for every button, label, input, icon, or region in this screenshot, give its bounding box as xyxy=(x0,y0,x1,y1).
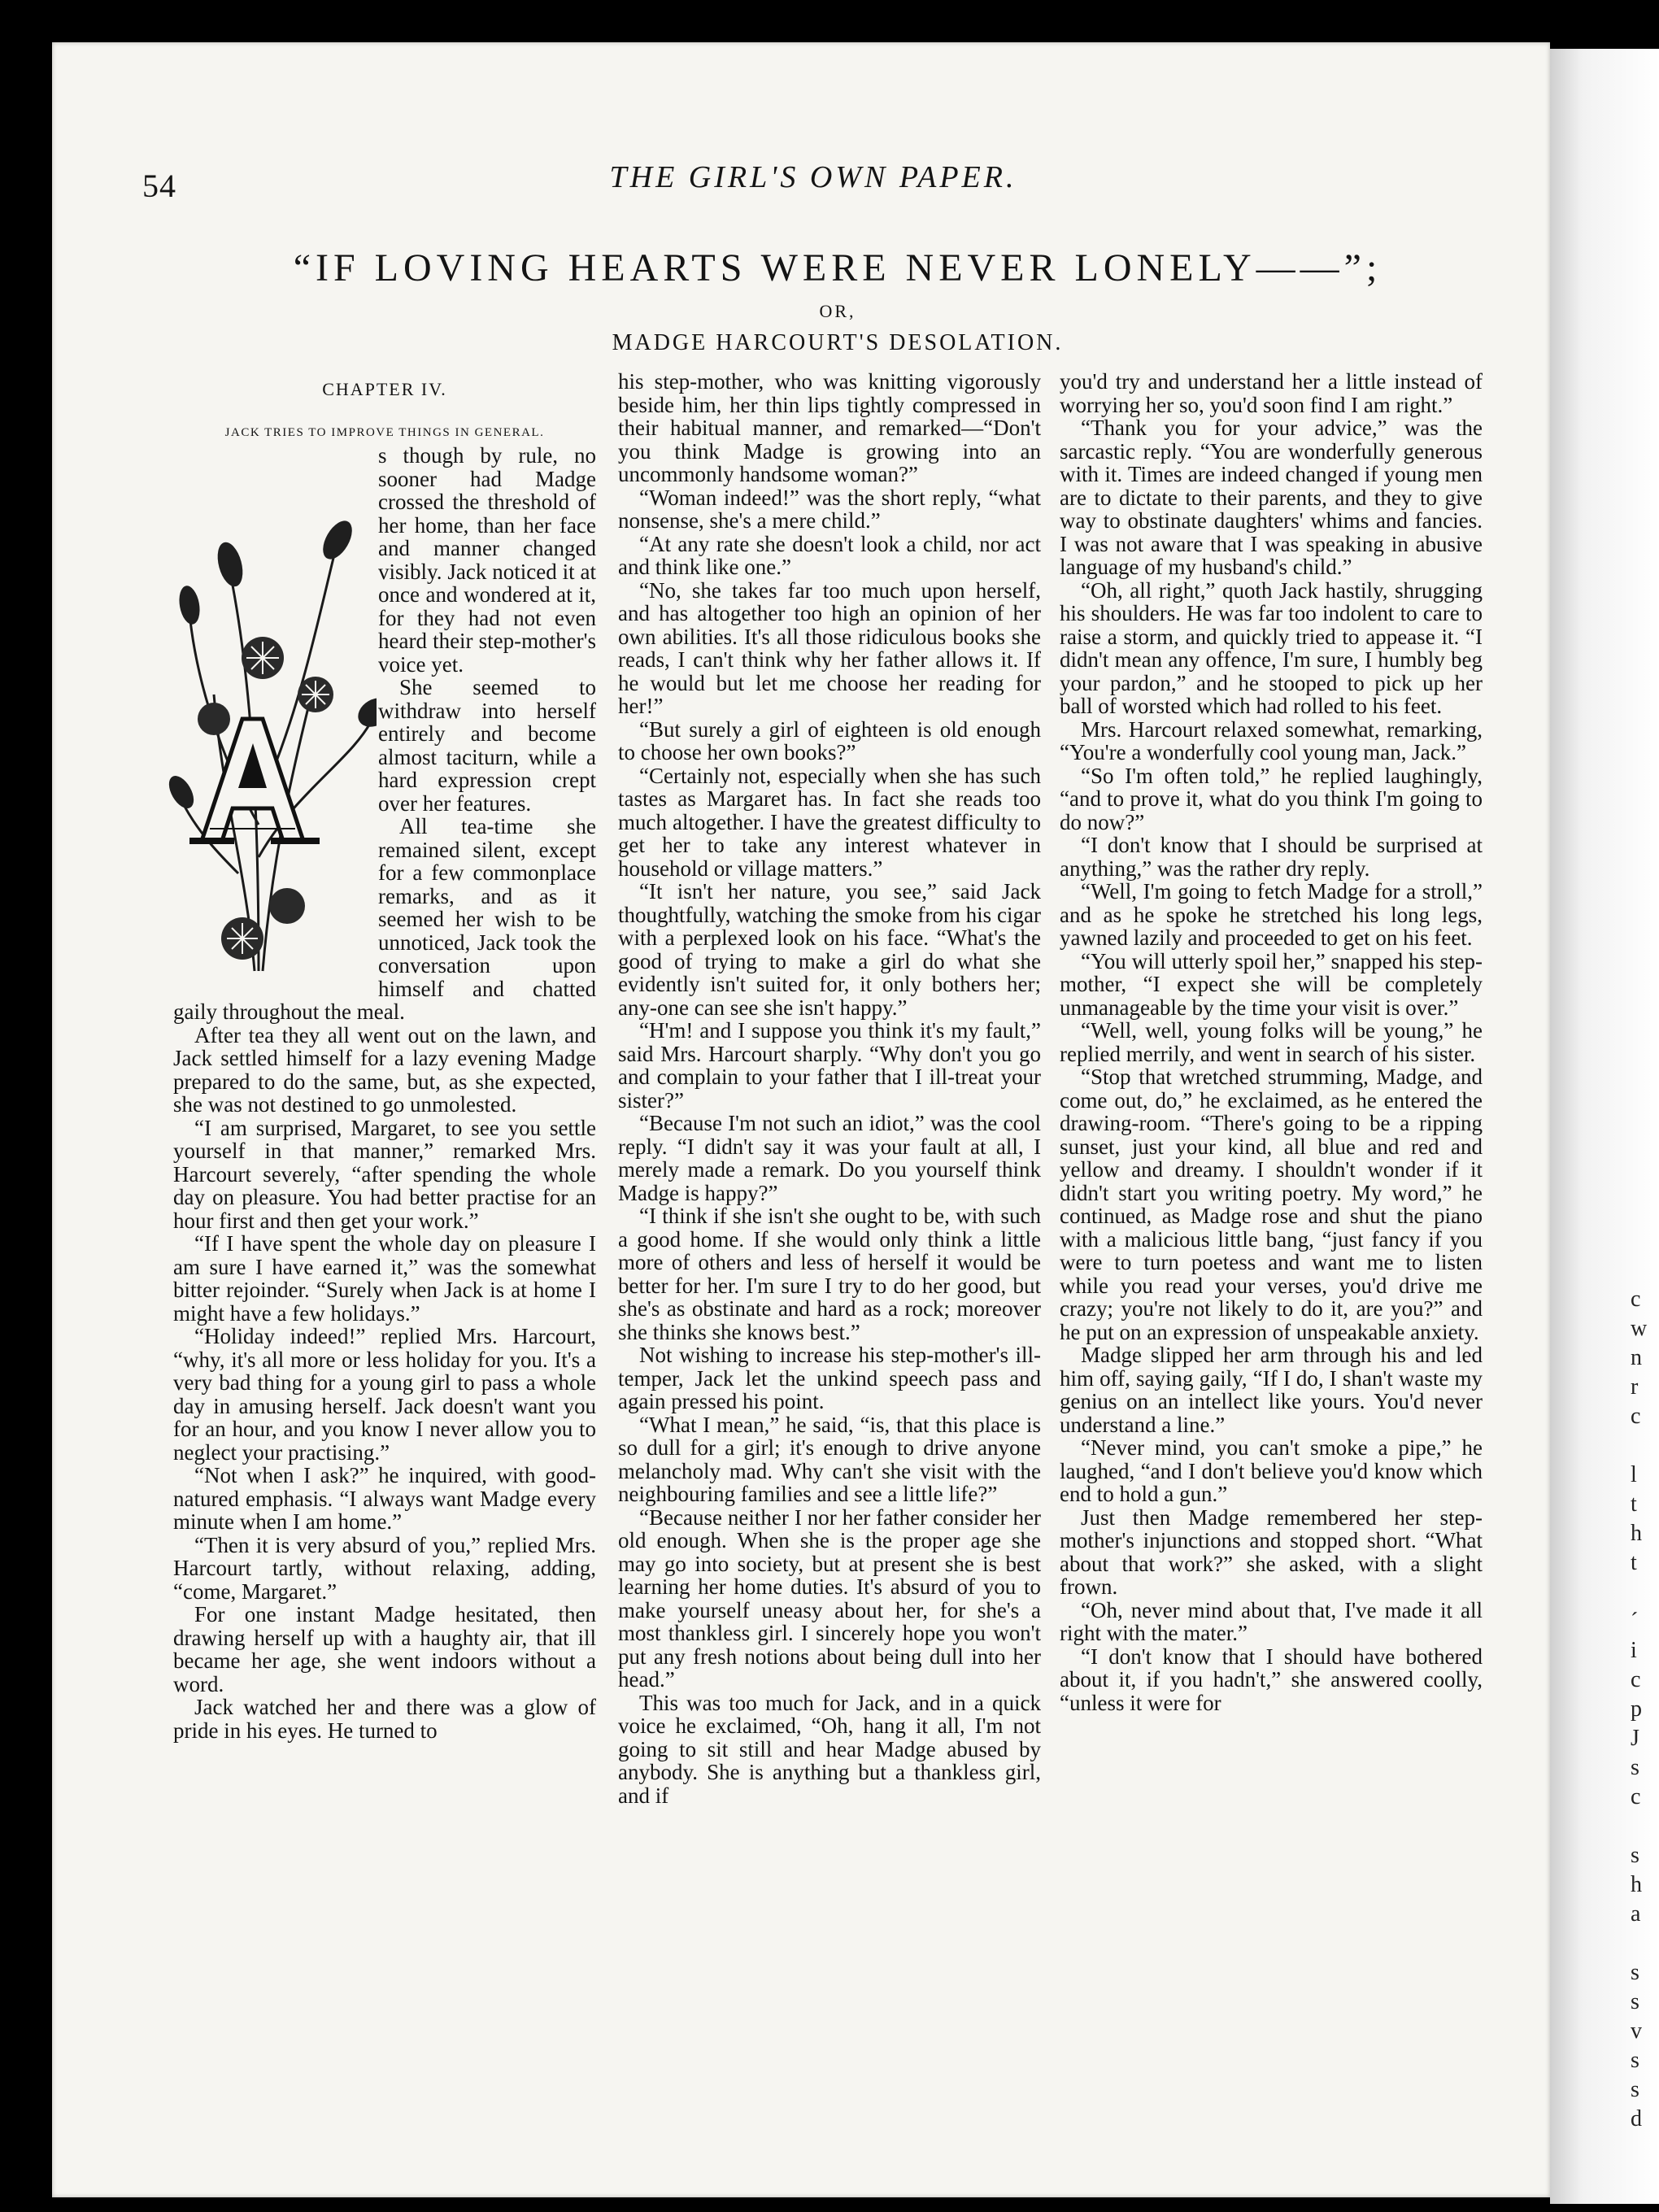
text-column-2 xyxy=(618,370,1041,1807)
paragraph: Not wishing to increase his step-mother's ill-temper, Jack let the unkind speech pass and again pressed his point. xyxy=(618,1343,1041,1413)
floral-initial-a-icon xyxy=(165,451,368,979)
next-page-edge-text: c w n r c l t h t ´ i c p J s c s h a s s v s s d xyxy=(1631,1287,1648,2131)
paragraph: “I don't know that I should have bothered about it, if you hadn't,” she answered coolly, “unless it were for xyxy=(1060,1644,1483,1715)
paragraph: “You will utterly spoil her,” snapped his step-mother, “I expect she will be completely unmanageable by the time your visit is over.” xyxy=(1060,948,1483,1020)
paragraph: “Well, I'm going to fetch Madge for a stroll,” and as he spoke he stretched his long legs, yawned lazily and proceeded to get on his feet. xyxy=(1060,879,1483,950)
paragraph: “I think if she isn't she ought to be, with such a good home. If she would only think a little more of others and less of herself it would be better for her. I'm sure I try to do her good, but she's as obstinate and hard as a rock; moreover she thinks she knows best.” xyxy=(618,1204,1041,1344)
story-title-block xyxy=(171,244,1504,356)
paragraph: “Woman indeed!” was the short reply, “what nonsense, she's a mere child.” xyxy=(618,485,1041,533)
title-or: OR, xyxy=(819,301,856,321)
paragraph: “Oh, all right,” quoth Jack hastily, shrugging his shoulders. He was far too indolent to care to raise a storm, and quickly tried to appease it. “I didn't mean any offence, I'm sure, I humbly beg your pardon,” and he stooped to pick up her ball of worsted which had rolled to his feet. xyxy=(1060,577,1483,718)
paragraph: “But surely a girl of eighteen is old enough to choose her own books?” xyxy=(618,716,1041,764)
paragraph: She seemed to withdraw into herself entirely and become almost taciturn, while a hard expression crept over her features. xyxy=(378,675,596,816)
paragraph: “Well, well, young folks will be young,” he replied merrily, and went in search of his sister. xyxy=(1060,1018,1483,1066)
paragraph: “Thank you for your advice,” was the sarcastic reply. “You are wonderfully generous with it. Times are indeed changed if young men are to dictate to their parents, and they to give way to obstinate daughters' whims and fancies. I was not aware that I was speaking in abusive language of my husband's child.” xyxy=(1060,416,1483,579)
paragraph: “Then it is very absurd of you,” replied Mrs. Harcourt tartly, without relaxing, adding, “come, Margaret.” xyxy=(173,1532,596,1604)
paragraph: “No, she takes far too much upon herself, and has altogether too high an opinion of her own abilities. It's all those ridiculous books she reads, I can't think why her father allows it. If he would but let me choose her reading for her!” xyxy=(618,577,1041,718)
paragraph: “Because neither I nor her father consider her old enough. When she is the proper age she may go into society, but at present she is best learning her home duties. It's absurd of you to make yourself uneasy about her, for she's a most thankless girl. I sincerely hope you won't put any fresh notions about being dull into her head.” xyxy=(618,1504,1041,1692)
paragraph: “Because I'm not such an idiot,” was the cool reply. “I didn't say it was your fault at all, I merely made a remark. Do you yourself think Madge is happy?” xyxy=(618,1111,1041,1205)
paragraph: “Never mind, you can't smoke a pipe,” he laughed, “and I don't believe you'd know which end to hold a gun.” xyxy=(1060,1435,1483,1506)
chapter-heading: CHAPTER IV. xyxy=(322,379,447,399)
text-column-3 xyxy=(1060,370,1483,1714)
paragraph: “Certainly not, especially when she has such tastes as Margaret has. In fact she reads too much altogether. I have the greatest difficulty to get her to take any interest whatever in household or village matters.” xyxy=(618,763,1041,881)
story-subtitle: MADGE HARCOURT'S DESOLATION. xyxy=(612,330,1064,355)
paragraph: “I am surprised, Margaret, to see you settle yourself in that manner,” remarked Mrs. Harcourt severely, “after spending the whole day on pleasure. You had better practise for an hour first and then get your work.” xyxy=(173,1115,596,1233)
paragraph: “Stop that wretched strumming, Madge, and come out, do,” he exclaimed, as he entered the drawing-room. “There's going to be a ripping sunset, just your kind, all blue and red and yellow and dreamy. I shouldn't wonder if it didn't start you writing poetry. My word,” he continued, as Madge rose and shut the piano with a malicious little bang, “just fancy if you were to turn poetess and want me to listen while you read your verses, you'd drive me crazy; you're not likely to do it, are you?” and he put on an expression of unspeakable anxiety. xyxy=(1060,1065,1483,1344)
paragraph: After tea they all went out on the lawn, and Jack settled himself for a lazy evening Madge prepared to do the same, but, as she expected, she was not destined to go unmolested. xyxy=(173,1022,596,1117)
paragraph: his step-mother, who was knitting vigorously beside him, her thin lips tightly compressed in their habitual manner, and remarked—“Don't you think Madge is growing into an uncommonly handsome woman?” xyxy=(618,369,1041,486)
paragraph: “At any rate she doesn't look a child, nor act and think like one.” xyxy=(618,531,1041,579)
paragraph: For one instant Madge hesitated, then drawing herself up with a haughty air, that ill became her age, she went indoors without a word. xyxy=(173,1602,596,1696)
paragraph: All tea-time she remained silent, except for a few commonplace remarks, and as it seemed her wish to be unnoticed, Jack took the conversation upon himself and chatted gaily throughout the meal. xyxy=(173,814,596,1024)
chapter-summary: JACK TRIES TO IMPROVE THINGS IN GENERAL. xyxy=(224,425,545,439)
story-title: “IF LOVING HEARTS WERE NEVER LONELY——”; xyxy=(293,246,1382,290)
paragraph: “Not when I ask?” he inquired, with good-natured emphasis. “I always want Madge every minute when I am home.” xyxy=(173,1463,596,1534)
paragraph: “What I mean,” he said, “is, that this place is so dull for a girl; it's enough to drive anyone melancholy mad. Why can't she visit with the neighbouring families and see a little life?” xyxy=(618,1412,1041,1506)
paragraph: “H'm! and I suppose you think it's my fault,” said Mrs. Harcourt sharply. “Why don't you go and complain to your father that I ill-treat your sister?” xyxy=(618,1018,1041,1113)
paragraph: you'd try and understand her a little instead of worrying her so, you'd soon find I am right.” xyxy=(1060,369,1483,417)
running-head: THE GIRL'S OWN PAPER. xyxy=(609,160,1017,194)
page-number: 54 xyxy=(142,168,176,204)
paragraph: Mrs. Harcourt relaxed somewhat, remarking, “You're a wonderfully cool young man, Jack.” xyxy=(1060,716,1483,764)
paragraph: “So I'm often told,” he replied laughingly, “and to prove it, what do you think I'm going to do now?” xyxy=(1060,763,1483,834)
paragraph: “If I have spent the whole day on pleasure I am sure I have earned it,” was the somewhat bitter rejoinder. “Surely when Jack is at home I might have a few holidays.” xyxy=(173,1231,596,1326)
paragraph: s though by rule, no sooner had Madge crossed the threshold of her home, than her face and manner changed visibly. Jack noticed it at once and wondered at it, for they had not even heard their step-mother's voice yet. xyxy=(378,443,596,677)
paragraph: Just then Madge remembered her step-mother's injunctions and stopped short. “What about that work?” she asked, with a slight frown. xyxy=(1060,1504,1483,1599)
text-column-1 xyxy=(173,370,596,1742)
paragraph: “Holiday indeed!” replied Mrs. Harcourt, “why, it's all more or less holiday for you. It's a very bad thing for a young girl to pass a whole day in amusing herself. Jack doesn't want you for an hour, and you know I never allow you to neglect your practising.” xyxy=(173,1324,596,1465)
paragraph: “Oh, never mind about that, I've made it all right with the mater.” xyxy=(1060,1597,1483,1645)
paragraph: Madge slipped her arm through his and led him off, saying gaily, “If I do, I shan't waste my genius on an intellect like yours. You'd never understand a line.” xyxy=(1060,1343,1483,1437)
paragraph: “It isn't her nature, you see,” said Jack thoughtfully, watching the smoke from his cigar with a perplexed look on his face. “What's the good of trying to make a girl do what she evidently isn't suited for, it only bothers her; any-one can see she isn't happy.” xyxy=(618,879,1041,1020)
paragraph: Jack watched her and there was a glow of pride in his eyes. He turned to xyxy=(173,1695,596,1743)
paragraph: “I don't know that I should be surprised at anything,” was the rather dry reply. xyxy=(1060,833,1483,881)
paragraph: This was too much for Jack, and in a quick voice he exclaimed, “Oh, hang it all, I'm not going to sit still and hear Madge abused by anybody. She is anything but a thankless girl, and if xyxy=(618,1690,1041,1808)
